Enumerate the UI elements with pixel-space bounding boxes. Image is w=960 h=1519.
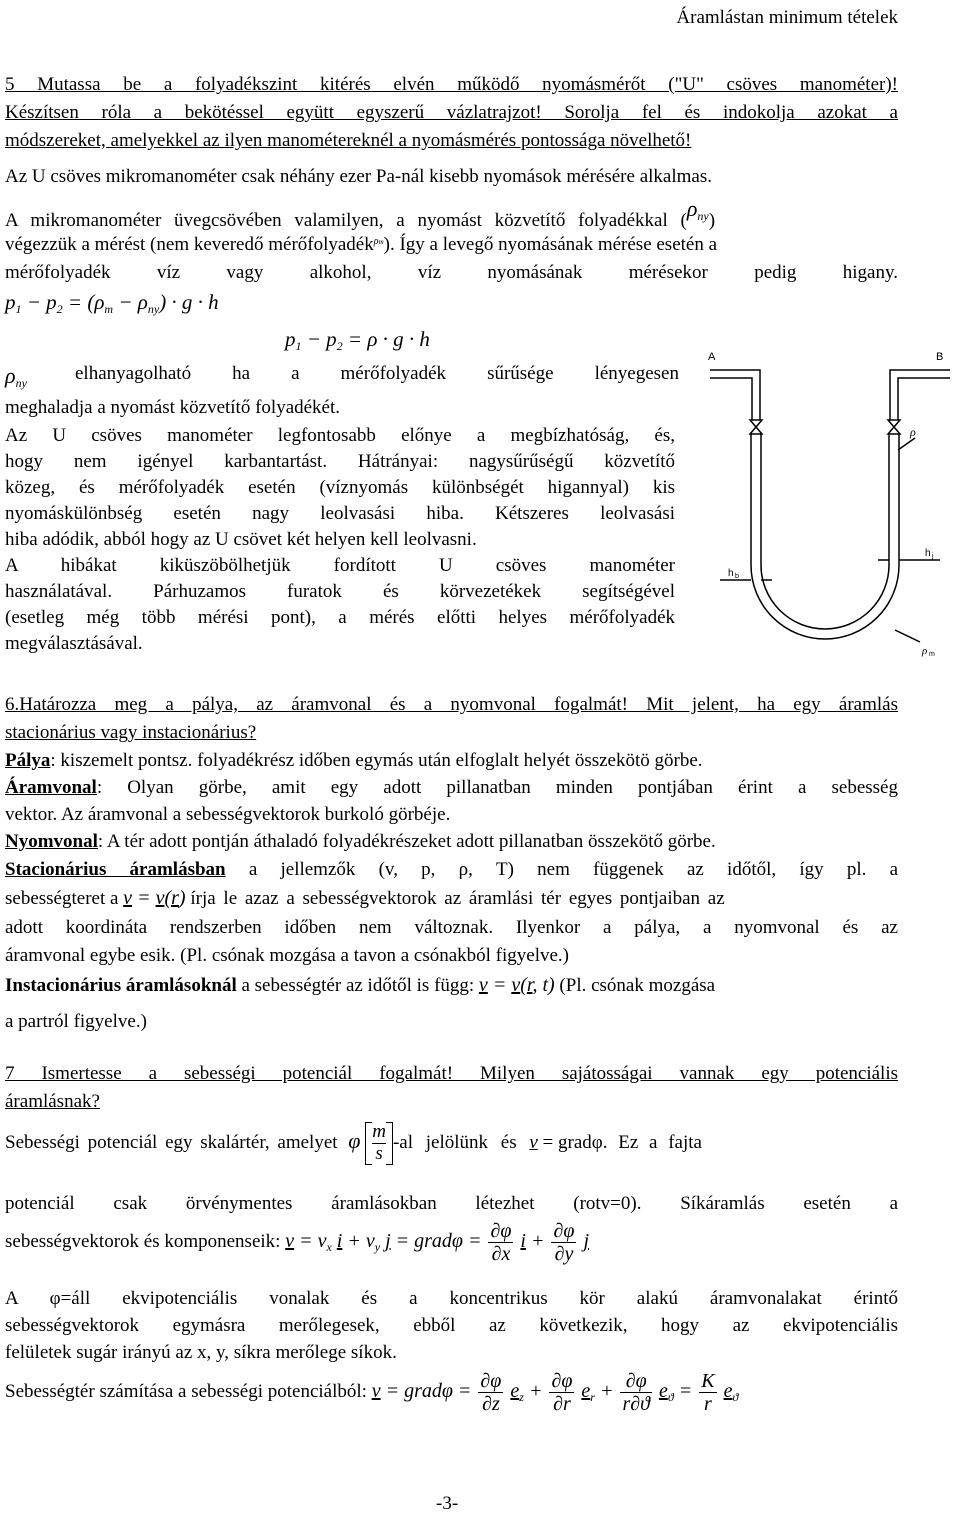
s6-inst-1-a: a sebességtér az időtől is függ:: [241, 975, 475, 996]
label-rho: ρ: [910, 425, 916, 439]
s6-inst-1: [5, 973, 898, 998]
formula-cylindrical: v = gradφ = $\frac{\partial\varphi}{\partial z}$ $e_z$ + $\frac{\partial\varphi}{\partial r}$ $e_r$ + $\frac{\partial\varphi}{r\partial ϑ}$ $e_ϑ$ = $\frac{K}{r}$ $e_ϑ$: [371, 1370, 739, 1415]
q5-line-2: Készítsen róla a bekötéssel együtt egyszerű vázlatrajzot! Sorolja fel és indokolja azokat a: [5, 102, 898, 123]
running-title: Áramlástan minimum tételek: [676, 7, 898, 28]
q5-line-1: 5 Mutassa be a folyadékszint kitérés elvén működő nyomásmérőt ("U" csöves manométer)!: [5, 74, 898, 95]
s5-para-6-line: hogy nem igényel karbantartást. Hátrányai: nagysűrűségű közvetítő: [5, 451, 675, 472]
rho-ny-inline: $\rho_{ny}$: [5, 363, 27, 390]
s5-para-6-line: megválasztásával.: [5, 633, 143, 654]
s6-aram-1: [5, 776, 898, 800]
s7-line-5: sebességvektorok egymásra merőlegesek, ebből az következik, hogy az ekvipotenciális: [5, 1315, 898, 1336]
label-b: B: [936, 351, 944, 363]
formula-grad-phi: v = gradφ: [529, 1131, 603, 1153]
def-stacionarius: a jellemzők (v, p, ρ, T) nem függenek az időtől, így pl. a: [248, 859, 898, 880]
s6-palya: [5, 749, 898, 773]
q7-line-2: áramlásnak?: [5, 1091, 100, 1112]
u-tube-manometer-diagram: [700, 330, 960, 675]
formula-v-r: v = v(r): [123, 887, 186, 909]
def-aramvonal: : Olyan görbe, amit egy adott pillanatban minden pontjában érint a sebesség: [96, 777, 898, 798]
s5-para-6-line: (esetleg még több mérési pont), a mérés előtti helyes mérőfolyadék: [5, 607, 675, 628]
term-nyomvonal: Nyomvonal: [5, 831, 98, 852]
term-palya: Pálya: [5, 750, 51, 771]
q7-line-1: 7 Ismertesse a sebességi potenciál fogalmát! Milyen sajátosságai vannak egy potenciális: [5, 1063, 898, 1084]
label-a: A: [708, 351, 716, 363]
rho-ny-symbol: $\rho_{ny}$: [686, 196, 709, 223]
s5-para-6-line: Az U csöves manométer legfontosabb előnye a megbízhatóság, és,: [5, 425, 675, 446]
s7-line-6: felületek sugár irányú az x, y, síkra merőlege síkok.: [5, 1342, 397, 1363]
s7-line-7-text: Sebességtér számítása a sebességi potenciálból:: [5, 1381, 367, 1403]
s7-line-7: [5, 1370, 898, 1415]
s6-stac-2-a: sebességteret a: [5, 888, 119, 909]
term-aramvonal: Áramvonal: [5, 777, 97, 798]
s5-para-5: [5, 362, 679, 391]
s5-para-6-line: használatával. Párhuzamos furatok és körvezetékek segítségével: [5, 581, 675, 602]
def-palya: : kiszemelt pontsz. folyadékrész időben egymás után elfoglalt helyét összekötö görbe.: [50, 750, 703, 771]
s6-stac-2-b: írja le azaz a sebességvektorok az áramlási tér egyes pontjaiban az: [190, 888, 725, 909]
s5-para-1: Az U csöves mikromanométer csak néhány ezer Pa-nál kisebb nyomások mérésére alkalmas.: [5, 166, 712, 187]
s6-stac-3: adott koordináta rendszerben időben nem változnak. Ilyenkor a pálya, a nyomvonal és az: [5, 917, 898, 938]
label-hj: h: [925, 548, 931, 559]
def-nyomvonal: : A tér adott pontján áthaladó folyadékrészeket adott pillanatban összekötő görbe.: [97, 831, 716, 852]
s6-aram-2: vektor. Az áramvonal a sebességvektorok burkoló görbéje.: [5, 804, 451, 825]
label-rhom-sub: m: [929, 651, 935, 658]
unit-bracket: [365, 1122, 393, 1165]
label-hb-sub: b: [735, 573, 739, 580]
s5-para-5-a: elhanyagolható ha a mérőfolyadék sűrűsége lényegesen: [75, 363, 679, 384]
rho-m-small: ρm: [373, 236, 384, 247]
q5-line-3: módszereket, amelyekkel az ilyen manométereknél a nyomásmérés pontossága növelhető!: [5, 130, 692, 151]
s6-stac-1: [5, 858, 898, 882]
term-instacionarius: Instacionárius áramlásoknál: [5, 975, 237, 996]
s5-para-6-line: A hibákat kiküszöbölhetjük fordított U csöves manométer: [5, 555, 675, 576]
s6-inst-1-b: (Pl. csónak mozgása: [559, 975, 716, 996]
formula-v-r-t: v = v(r, t): [478, 974, 555, 996]
s7-line-4: A φ=áll ekvipotenciális vonalak és a koncentrikus kör alakú áramvonalakat érintő: [5, 1288, 898, 1309]
s5-para-2-close: ): [708, 210, 716, 231]
s5-para-3: [5, 233, 898, 257]
equation-1: $p_1 - p_2 = (\rho_m - \rho_{ny}) \cdot g \cdot h$: [5, 290, 219, 316]
unit-num: m: [372, 1121, 386, 1142]
s7-line-1-c: . Ez a fajta: [602, 1131, 702, 1153]
q6-line-1: 6.Határozza meg a pálya, az áramvonal és a nyomvonal fogalmát! Mit jelent, ha egy áramlás: [5, 694, 898, 715]
s7-line-1: [5, 1122, 898, 1165]
s5-para-4: mérőfolyadék víz vagy alkohol, víz nyomásának mérésekor pedig higany.: [5, 262, 898, 283]
s5-para-6: [5, 424, 675, 658]
q6-line-2: stacionárius vagy instacionárius?: [5, 722, 257, 743]
term-stacionarius: Stacionárius áramlásban: [5, 859, 226, 880]
s5-para-5-b: meghaladja a nyomást közvetítő folyadékét.: [5, 397, 341, 418]
s7-line-3: [5, 1220, 898, 1265]
s6-stac-2: [5, 886, 898, 911]
s6-nyom: [5, 830, 898, 854]
s6-stac-4: áramvonal egybe esik. (Pl. csónak mozgása a tavon a csónakból figyelve.): [5, 945, 570, 966]
unit-den: s: [372, 1143, 386, 1165]
s5-para-6-line: hiba adódik, abból hogy az U csövet két helyen kell leolvasni.: [5, 529, 477, 550]
s7-line-1-b: -al jelölünk és: [392, 1131, 517, 1153]
label-hj-sub: j: [932, 553, 934, 560]
s7-line-3-text: sebességvektorok és komponenseik:: [5, 1231, 281, 1253]
formula-components: $v = v_x$ $i + v_y$ j = gradφ = $\frac{\partial\varphi}{\partial x}$ i + $\frac{\partial\varphi}{\partial y}$ j: [285, 1220, 589, 1265]
equation-2: $p_1 - p_2 = \rho \cdot g \cdot h$: [285, 327, 430, 353]
s5-para-6-line: nyomáskülönbség esetén nagy leolvasási hiba. Kétszeres leolvasási: [5, 503, 675, 524]
s5-para-2: [5, 196, 898, 234]
s6-inst-2: a partról figyelve.): [5, 1011, 147, 1032]
s5-para-2-text: A mikromanométer üvegcsövében valamilyen, a nyomást közvetítő folyadékkal (: [5, 210, 687, 231]
label-rhom: ρ: [922, 645, 928, 657]
s5-para-3-a: végezzük a mérést (nem keveredő mérőfolyadék: [5, 234, 374, 255]
label-hb: h: [728, 568, 734, 579]
s7-line-2: potenciál csak örvénymentes áramlásokban létezhet (rotv=0). Síkáramlás esetén a: [5, 1193, 898, 1214]
s5-para-6-line: közeg, és mérőfolyadék esetén (víznyomás különbségét higannyal) kis: [5, 477, 675, 498]
s5-para-3-b: ). Így a levegő nyomásának mérése esetén a: [383, 234, 718, 255]
s7-line-1-a: Sebességi potenciál egy skalártér, amelyet: [5, 1131, 338, 1153]
phi-symbol: φ: [348, 1127, 361, 1153]
page-number: -3-: [436, 1493, 459, 1514]
